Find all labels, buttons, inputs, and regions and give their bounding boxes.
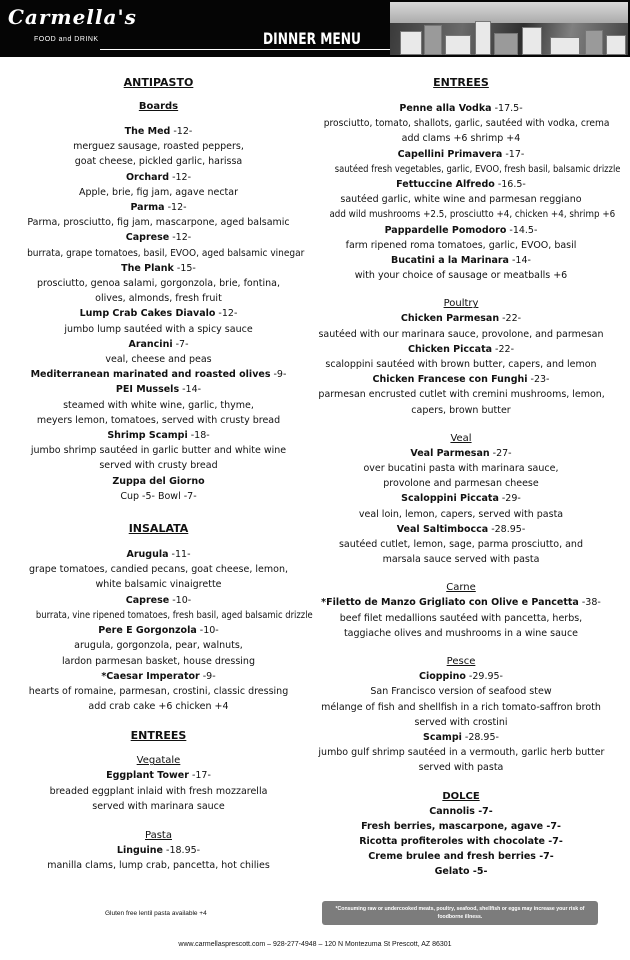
menu-item-description: grape tomatoes, candied pecans, goat cheese, lemon, — [29, 564, 288, 576]
menu-item-name: Chicken Francese con Funghi — [372, 374, 528, 386]
menu-item-price: -18.95- — [163, 844, 201, 856]
menu-item-description: parmesan encrusted cutlet with cremini mushrooms, lemon, — [318, 389, 605, 401]
right-entrees-heading: ENTREES — [433, 76, 489, 89]
menu-item-name: Eggplant Tower — [106, 770, 189, 782]
menu-item — [20, 124, 297, 170]
menu-item-name: *Caesar Imperator — [101, 670, 200, 682]
photo-building — [475, 21, 491, 55]
veal-list — [318, 446, 604, 568]
left-column — [20, 70, 313, 873]
photo-building — [606, 35, 626, 55]
menu-item-description: olives, almonds, fresh fruit — [95, 293, 222, 305]
gluten-free-note: Gluten free lentil pasta available +4 — [105, 910, 207, 917]
pesce-heading: Pesce — [446, 656, 476, 668]
menu-item-price: -15- — [173, 262, 196, 274]
menu-item-price: -14.5- — [506, 224, 538, 236]
menu-item — [20, 623, 297, 669]
menu-item — [318, 177, 616, 223]
menu-item — [20, 843, 297, 873]
entrees-pasta-list — [318, 101, 621, 283]
menu-item-description: served with pasta — [418, 762, 504, 774]
menu-item-name: Cioppino — [419, 671, 466, 683]
menu-item-description: prosciutto, genoa salami, gorgonzola, brie, fontina, — [37, 278, 280, 290]
menu-item-name: Linguine — [116, 844, 164, 856]
menu-item-description: white balsamic vinaigrette — [95, 579, 222, 591]
menu-item-title — [318, 491, 604, 506]
veal-heading: Veal — [450, 432, 472, 444]
antipasto-list — [20, 124, 305, 504]
photo-building — [522, 27, 542, 55]
menu-item-description: sautéed with our marinara sauce, provolone, and parmesan — [318, 328, 604, 340]
menu-item — [20, 170, 297, 200]
menu-item-description: served with crusty bread — [99, 460, 218, 472]
menu-item — [20, 593, 313, 623]
menu-item-title — [20, 474, 297, 489]
menu-item-price: -16.5- — [494, 179, 526, 191]
dessert-item: Fresh berries, mascarpone, agave -7- — [361, 820, 561, 832]
menu-item-title — [20, 623, 297, 638]
menu-item-price: -17- — [502, 148, 525, 160]
menu-item-description: farm ripened roma tomatoes, garlic, EVOO, basil — [345, 239, 577, 251]
menu-item — [20, 230, 305, 260]
menu-item-title — [318, 669, 604, 684]
menu-item-price: -27- — [489, 447, 512, 459]
menu-item-description: burrata, grape tomatoes, basil, EVOO, aged balsamic vinegar — [27, 247, 305, 259]
menu-item-price: -22- — [492, 343, 514, 355]
menu-item — [318, 669, 604, 730]
menu-item-description: lardon parmesan basket, house dressing — [62, 655, 255, 667]
boards-heading: Boards — [138, 101, 179, 112]
menu-item — [20, 547, 297, 593]
menu-item-name: Arugula — [126, 549, 169, 561]
antipasto-heading: ANTIPASTO — [123, 76, 194, 89]
menu-item-price: -29.95- — [465, 671, 503, 683]
menu-item-description: beef filet medallions sautéed with pancetta, herbs, — [339, 612, 583, 624]
dessert-item: Gelato -5- — [434, 866, 488, 878]
menu-item-name: Pere E Gorgonzola — [98, 625, 197, 637]
menu-item-description: with your choice of sausage or meatballs +6 — [354, 270, 568, 282]
menu-item-title — [318, 730, 604, 745]
menu-item-description: served with crostini — [414, 716, 508, 728]
dolce-heading: DOLCE — [442, 790, 480, 802]
pesce-list — [318, 669, 604, 775]
menu-item-name: Caprese — [125, 594, 170, 606]
pasta-list — [20, 843, 297, 873]
dolce-list — [318, 804, 604, 880]
menu-item — [318, 522, 604, 568]
menu-item-title — [318, 147, 604, 162]
menu-item-name: Lump Crab Cakes Diavalo — [79, 308, 216, 320]
menu-item-description: served with marinara sauce — [92, 800, 225, 812]
dessert-item: Ricotta profiteroles with chocolate -7- — [359, 835, 563, 847]
menu-item — [318, 342, 604, 372]
menu-item — [318, 147, 621, 177]
menu-item-price: -28.95- — [488, 523, 526, 535]
photo-building — [424, 25, 442, 55]
menu-item-description: San Francisco version of seafood stew — [370, 686, 552, 698]
footer-contact: www.carmellasprescott.com – 928-277-4948 – 120 N Montezuma St Prescott, AZ 86301 — [178, 941, 452, 948]
menu-item-title — [20, 669, 297, 684]
menu-item-title — [318, 101, 604, 116]
menu-item — [20, 261, 297, 307]
menu-item-title — [318, 177, 604, 192]
poultry-list — [318, 311, 604, 417]
menu-item-name: Caprese — [125, 232, 170, 244]
menu-item-description: marsala sauce served with pasta — [382, 554, 540, 566]
menu-item-title — [20, 367, 297, 382]
menu-item-price: -17.5- — [491, 103, 523, 114]
menu-item — [318, 253, 604, 283]
menu-item-description: sautéed cutlet, lemon, sage, parma prosciutto, and — [338, 539, 583, 551]
menu-item-title — [318, 253, 604, 268]
menu-item-name: Penne alla Vodka — [399, 103, 492, 114]
menu-item-title — [318, 223, 604, 238]
photo-building — [445, 35, 471, 55]
menu-item-title — [20, 170, 297, 185]
menu-item-name: Mediterranean marinated and roasted olives — [30, 369, 271, 381]
logo-tagline: FOOD and DRINK — [34, 36, 99, 43]
menu-item-description: jumbo lump sautéed with a spicy sauce — [64, 323, 253, 335]
menu-item-name: Orchard — [125, 171, 170, 183]
menu-item-price: -38- — [578, 597, 601, 609]
menu-item-price: -12- — [170, 126, 193, 137]
restaurant-logo: Carmella's — [8, 5, 137, 29]
vegatale-heading: Vegatale — [136, 755, 181, 767]
menu-item-description: prosciutto, tomato, shallots, garlic, sautéed with vodka, crema — [323, 118, 610, 130]
consumer-advisory: *Consuming raw or undercooked meats, poultry, seafood, shellfish or eggs may increase your risk of foodborne illness. — [322, 901, 598, 925]
photo-building — [550, 37, 580, 55]
menu-item-title — [20, 124, 297, 139]
menu-item-name: The Plank — [121, 262, 174, 274]
menu-item-price: -14- — [508, 255, 531, 267]
dessert-item: Creme brulee and fresh berries -7- — [368, 851, 554, 863]
photo-building — [400, 31, 422, 55]
menu-item-description: scaloppini sautéed with brown butter, capers, and lemon — [325, 359, 597, 371]
menu-item — [20, 428, 297, 474]
menu-item-description: jumbo shrimp sautéed in garlic butter and white wine — [30, 445, 287, 457]
menu-item-description: mélange of fish and shellfish in a rich tomato-saffron broth — [321, 701, 601, 713]
vegatale-list — [20, 768, 297, 814]
menu-item-price: -9- — [270, 369, 287, 381]
menu-item-title — [20, 230, 297, 245]
menu-item-description: manilla clams, lump crab, pancetta, hot chilies — [47, 860, 270, 872]
menu-item — [20, 382, 297, 428]
menu-item — [318, 491, 604, 521]
menu-item-name: Chicken Piccata — [407, 343, 493, 355]
menu-item-description: goat cheese, pickled garlic, harissa — [74, 156, 243, 168]
menu-item-description: over bucatini pasta with marinara sauce, — [363, 463, 559, 475]
menu-item-title — [318, 311, 604, 326]
menu-header — [0, 0, 630, 57]
menu-item-description: merguez sausage, roasted peppers, — [73, 141, 244, 153]
menu-item-title — [318, 446, 604, 461]
menu-item-price: -22- — [499, 313, 522, 325]
menu-item-name: Capellini Primavera — [397, 148, 503, 160]
menu-item — [318, 595, 604, 641]
photo-building — [494, 33, 518, 55]
menu-item-price: -12- — [164, 202, 187, 214]
menu-item — [20, 337, 297, 367]
right-column — [318, 70, 621, 880]
menu-item — [20, 669, 297, 715]
menu-item-name: Arancini — [128, 338, 173, 350]
menu-item-description: steamed with white wine, garlic, thyme, — [63, 399, 254, 411]
menu-item-title — [20, 428, 297, 443]
menu-item — [318, 372, 604, 418]
menu-item — [20, 367, 297, 382]
village-photo — [390, 2, 628, 55]
menu-item-description: taggiache olives and mushrooms in a wine sauce — [343, 627, 579, 639]
menu-item-title — [20, 593, 297, 608]
menu-item — [318, 223, 604, 253]
insalata-list — [20, 547, 313, 714]
menu-item-description: veal loin, lemon, capers, served with pasta — [358, 508, 564, 520]
menu-item-description: meyers lemon, tomatoes, served with crusty bread — [36, 414, 281, 426]
title-underline — [100, 49, 390, 50]
menu-item-price: -29- — [498, 493, 521, 505]
menu-item-title — [20, 843, 297, 858]
menu-item-description: sautéed garlic, white wine and parmesan reggiano — [340, 194, 582, 206]
menu-item-price: -14- — [179, 384, 202, 396]
menu-item — [20, 768, 297, 814]
menu-item-description: arugula, gorgonzola, pear, walnuts, — [74, 640, 243, 652]
menu-item-price: -28.95- — [461, 731, 499, 743]
menu-item-name: Fettuccine Alfredo — [396, 179, 495, 191]
menu-item-title — [20, 200, 297, 215]
menu-item-price: -23- — [527, 374, 550, 386]
menu-item-description: add wild mushrooms +2.5, prosciutto +4, chicken +4, shrimp +6 — [329, 209, 616, 221]
menu-item-price: -18- — [187, 430, 210, 442]
photo-building — [585, 30, 603, 55]
menu-item-name: Pappardelle Pomodoro — [384, 224, 507, 236]
menu-item-description: breaded eggplant inlaid with fresh mozzarella — [49, 785, 268, 797]
menu-item-description: capers, brown butter — [411, 404, 511, 416]
menu-item-title — [20, 768, 297, 783]
menu-item — [20, 474, 297, 504]
menu-item-name: Bucatini a la Marinara — [391, 255, 509, 267]
menu-item-name: PEI Mussels — [115, 384, 180, 396]
menu-item-price: -12- — [169, 232, 192, 244]
menu-item-name: Zuppa del Giorno — [112, 475, 205, 487]
menu-item-name: Veal Saltimbocca — [396, 523, 489, 535]
carne-heading: Carne — [446, 582, 476, 594]
menu-item-title — [318, 342, 604, 357]
menu-item-name: Scaloppini Piccata — [401, 493, 499, 505]
menu-item-description: sautéed fresh vegetables, garlic, EVOO, fresh basil, balsamic drizzle — [334, 163, 621, 175]
menu-item-name: Shrimp Scampi — [107, 430, 188, 442]
menu-item-description: Parma, prosciutto, fig jam, mascarpone, aged balsamic — [27, 217, 290, 229]
menu-item-price: -11- — [168, 549, 191, 561]
menu-item-description: Apple, brie, fig jam, agave nectar — [78, 186, 239, 198]
menu-item-title — [318, 595, 604, 610]
menu-item — [318, 311, 604, 341]
menu-item — [20, 306, 297, 336]
menu-item-title — [20, 306, 297, 321]
page-title: DINNER MENU — [263, 29, 361, 48]
left-entrees-heading: ENTREES — [130, 729, 187, 743]
poultry-heading: Poultry — [443, 298, 479, 310]
menu-item-title — [318, 372, 604, 387]
menu-item — [318, 446, 604, 492]
menu-item-name: Chicken Parmesan — [400, 313, 500, 325]
menu-item-title — [20, 261, 297, 276]
menu-item-price: -17- — [188, 770, 211, 782]
menu-item-name: The Med — [124, 126, 171, 137]
menu-item-description: veal, cheese and peas — [105, 354, 212, 366]
menu-item-name: Parma — [130, 202, 165, 214]
menu-item-title — [20, 337, 297, 352]
menu-item-title — [318, 522, 604, 537]
menu-item — [318, 101, 610, 147]
menu-item-title — [20, 382, 297, 397]
menu-item — [318, 730, 604, 776]
menu-item-name: *Filetto de Manzo Grigliato con Olive e Pancetta — [321, 597, 579, 609]
menu-item-price: -10- — [196, 625, 219, 637]
menu-item-title — [20, 547, 297, 562]
pasta-heading: Pasta — [145, 829, 172, 841]
dessert-item: Cannolis -7- — [429, 805, 493, 817]
menu-item-description: add crab cake +6 chicken +4 — [88, 701, 229, 713]
menu-item — [20, 200, 297, 230]
insalata-heading: INSALATA — [128, 522, 189, 536]
menu-item-price: -9- — [199, 670, 216, 682]
menu-item-description: burrata, vine ripened tomatoes, fresh basil, aged balsamic drizzle — [35, 609, 313, 621]
menu-item-description: jumbo gulf shrimp sautéed in a vermouth, garlic herb butter — [318, 747, 605, 759]
carne-list — [318, 595, 604, 641]
menu-item-name: Veal Parmesan — [410, 447, 490, 459]
menu-item-price: -10- — [169, 594, 192, 606]
menu-item-name: Scampi — [423, 731, 462, 743]
menu-item-price: -12- — [169, 171, 192, 183]
menu-item-price: -7- — [172, 338, 189, 350]
menu-item-description: hearts of romaine, parmesan, crostini, classic dressing — [28, 685, 289, 697]
menu-item-description: provolone and parmesan cheese — [383, 478, 539, 490]
menu-item-price: -12- — [215, 308, 238, 320]
menu-item-description: add clams +6 shrimp +4 — [401, 133, 521, 145]
menu-item-description: Cup -5- Bowl -7- — [120, 490, 197, 502]
